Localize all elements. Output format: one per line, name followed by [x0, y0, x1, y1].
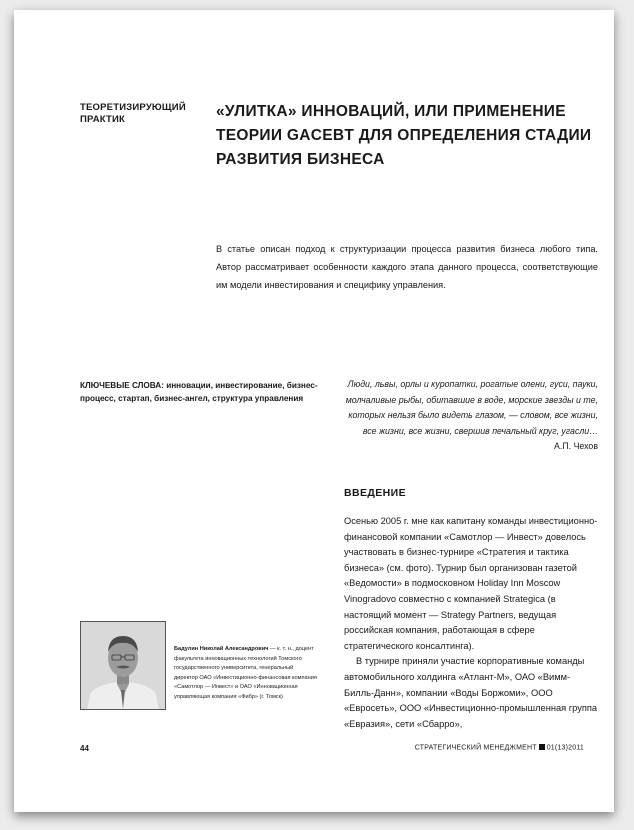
- running-footer: [415, 744, 584, 752]
- journal-page: [14, 10, 614, 812]
- author-name: Бадулин Николай Александрович: [174, 646, 269, 652]
- epigraph-text: Люди, львы, орлы и куропатки, рогатые олени, гуси, пауки, молчаливые рыбы, обитавшие в воде, морские звезды и те, которых нельзя было видеть глазом, — словом, все жизни, все жизни, все жизни, свершив печальный круг, угасли…: [345, 379, 598, 436]
- page-number: 44: [80, 744, 89, 753]
- author-photo: [80, 621, 166, 710]
- square-separator-icon: [539, 744, 545, 750]
- intro-paragraph-1: Осенью 2005 г. мне как капитану команды инвестиционно-финансовой компании «Самотлор — Инвест» довелось участвовать в бизнес-турнире «Стратегия и тактика бизнеса» (см. фото). Турнир был организован газетой «Ведомости» в подмосковном Holiday Inn Moscow Vinogradovo совместно с компанией Strategica (в настоящий момент — Strategy Partners, ведущая российская компания, работающая в сфере стратегического консалтинга).: [344, 516, 598, 651]
- author-portrait-icon: [81, 622, 165, 709]
- issue-number: 01(13)2011: [546, 744, 584, 752]
- article-title: «УЛИТКА» ИННОВАЦИЙ, ИЛИ ПРИМЕНЕНИЕ ТЕОРИИ GACEBT ДЛЯ ОПРЕДЕЛЕНИЯ СТАДИИ РАЗВИТИЯ БИЗНЕСА: [216, 103, 592, 168]
- epigraph: [344, 377, 598, 455]
- intro-paragraph-2: В турнире приняли участие корпоративные команды автомобильного холдинга «Атлант-М», ОАО «Вимм-Билль-Данн», компании «Воды Боржоми», ООО «Евросеть», ООО «Инвестиционно-промышленная группа «Евразия», сети «Сбарро»,: [344, 656, 598, 729]
- journal-name: СТРАТЕГИЧЕСКИЙ МЕНЕДЖМЕНТ: [414, 744, 537, 752]
- keywords: КЛЮЧЕВЫЕ СЛОВА: инновации, инвестирование, бизнес-процесс, стартап, бизнес-ангел, структура управления: [80, 381, 318, 403]
- rubric-label: ТЕОРЕТИЗИРУЮЩИЙ ПРАКТИК: [80, 102, 186, 125]
- epigraph-author: А.П. Чехов: [554, 441, 598, 452]
- section-heading-intro: ВВЕДЕНИЕ: [344, 487, 406, 499]
- author-details: — к. т. н., доцент факультета инновационных технологий Томского государственного университета, генеральный директор ОАО «Инвестиционно-финансовая компания «Самотлор — Инвест» и ОАО «Инновационная управляющая компания «Фибр» (г. Томск): [174, 646, 317, 700]
- author-bio: [174, 645, 318, 703]
- article-abstract: В статье описан подход к структуризации процесса развития бизнеса любого типа. Автор рассматривает особенности каждого этапа данного процесса, соответствующие им модели инвестирования и специфику управления.: [216, 244, 598, 290]
- intro-body: [344, 514, 598, 732]
